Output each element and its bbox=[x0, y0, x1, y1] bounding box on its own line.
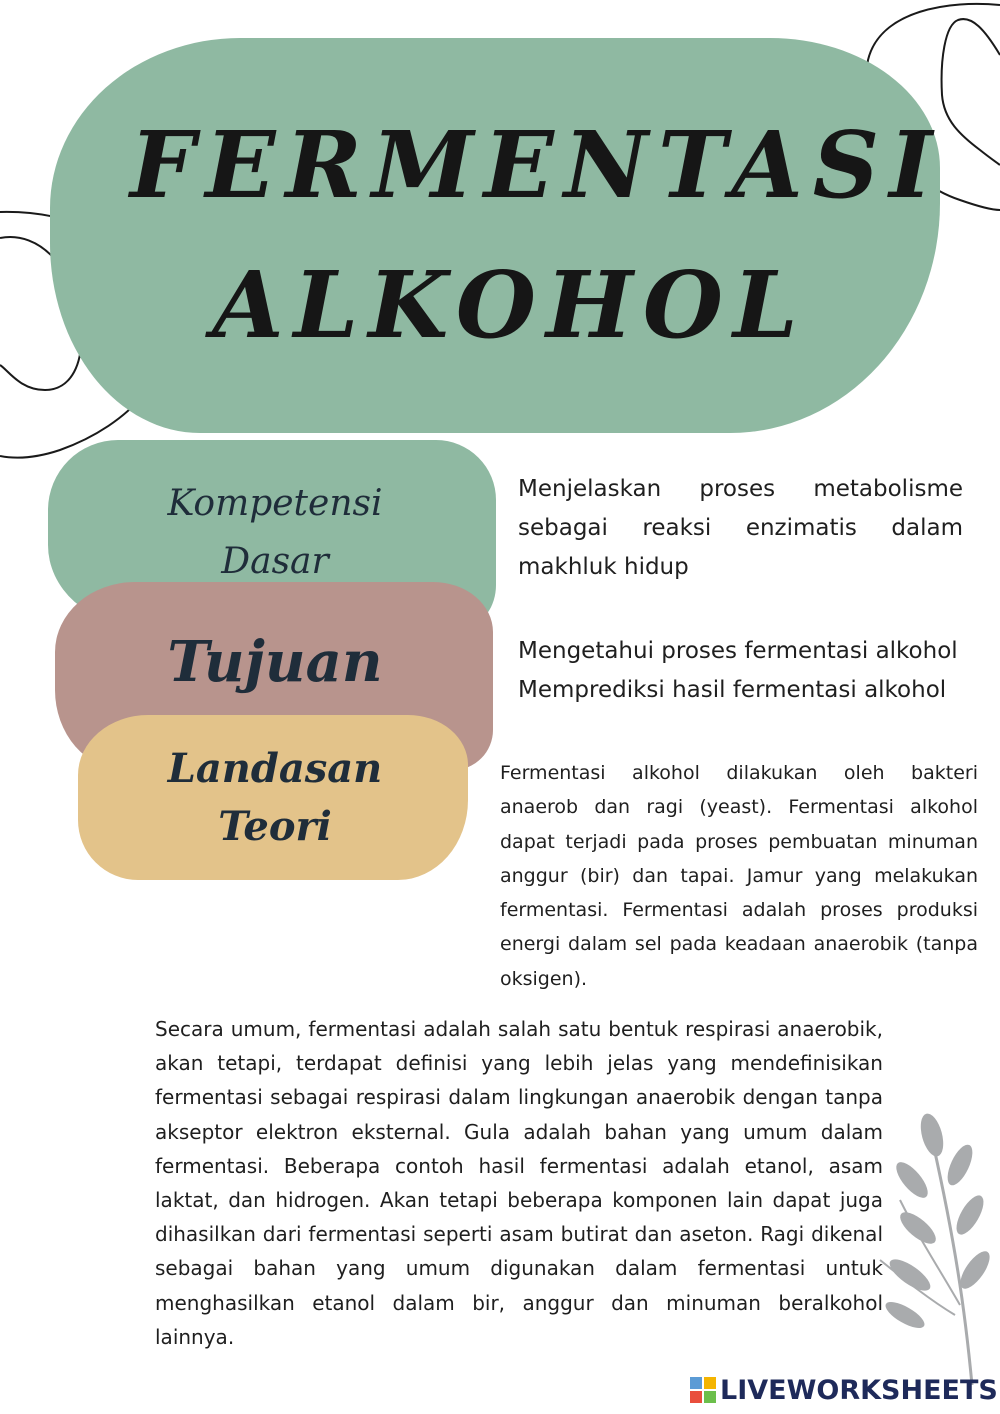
landasan-teori-text: Fermentasi alkohol dilakukan oleh bakteri anaerob dan ragi (yeast). Fermentasi alkohol dapat terjadi pada proses pembuatan minuman anggur (bir) dan tapai. Jamur yang melakukan fermentasi. Fermentasi adalah proses produksi energi dalam sel pada keadaan anaerobik (tanpa oksigen). bbox=[500, 762, 978, 990]
footer-brand[interactable] bbox=[690, 1370, 998, 1410]
tujuan-line-1: Mengetahui proses fermentasi alkohol bbox=[518, 638, 958, 664]
tujuan-line-2: Memprediksi hasil fermentasi alkohol bbox=[518, 677, 947, 703]
kompetensi-dasar-text: Menjelaskan proses metabolisme sebagai reaksi enzimatis dalam makhluk hidup bbox=[518, 476, 963, 580]
footer-brand-text: LIVEWORKSHEETS bbox=[720, 1374, 998, 1406]
tujuan-text bbox=[518, 632, 978, 710]
landasan-label-line-1: Landasan bbox=[167, 745, 383, 792]
kompetensi-label-line-2: Dasar bbox=[221, 541, 329, 582]
page-title bbox=[130, 95, 943, 375]
tujuan-label: Tujuan bbox=[167, 629, 383, 695]
title-line-2: ALKOHOL bbox=[212, 251, 808, 359]
landasan-teori-label bbox=[120, 740, 430, 856]
body-paragraph: Secara umum, fermentasi adalah salah satu bentuk respirasi anaerobik, akan tetapi, terdapat definisi yang lebih jelas yang mendefinisikan fermentasi sebagai respirasi dalam lingkungan anaerobik dengan tanpa akseptor elektron eksternal. Gula adalah bahan yang umum dalam fermentasi. Beberapa contoh hasil fermentasi adalah etanol, asam laktat, dan hidrogen. Akan tetapi beberapa komponen lain dapat juga dihasilkan dari fermentasi seperti asam butirat dan aseton. Ragi dikenal sebagai bahan yang umum digunakan dalam fermentasi untuk menghasilkan etanol dalam bir, anggur dan minuman beralkohol lainnya. bbox=[155, 1017, 883, 1349]
landasan-label-line-2: Teori bbox=[218, 803, 332, 850]
kompetensi-dasar-label bbox=[120, 475, 430, 591]
title-line-1: FERMENTASI bbox=[130, 111, 943, 219]
liveworksheets-logo-icon bbox=[690, 1377, 716, 1403]
kompetensi-label-line-1: Kompetensi bbox=[167, 483, 383, 524]
